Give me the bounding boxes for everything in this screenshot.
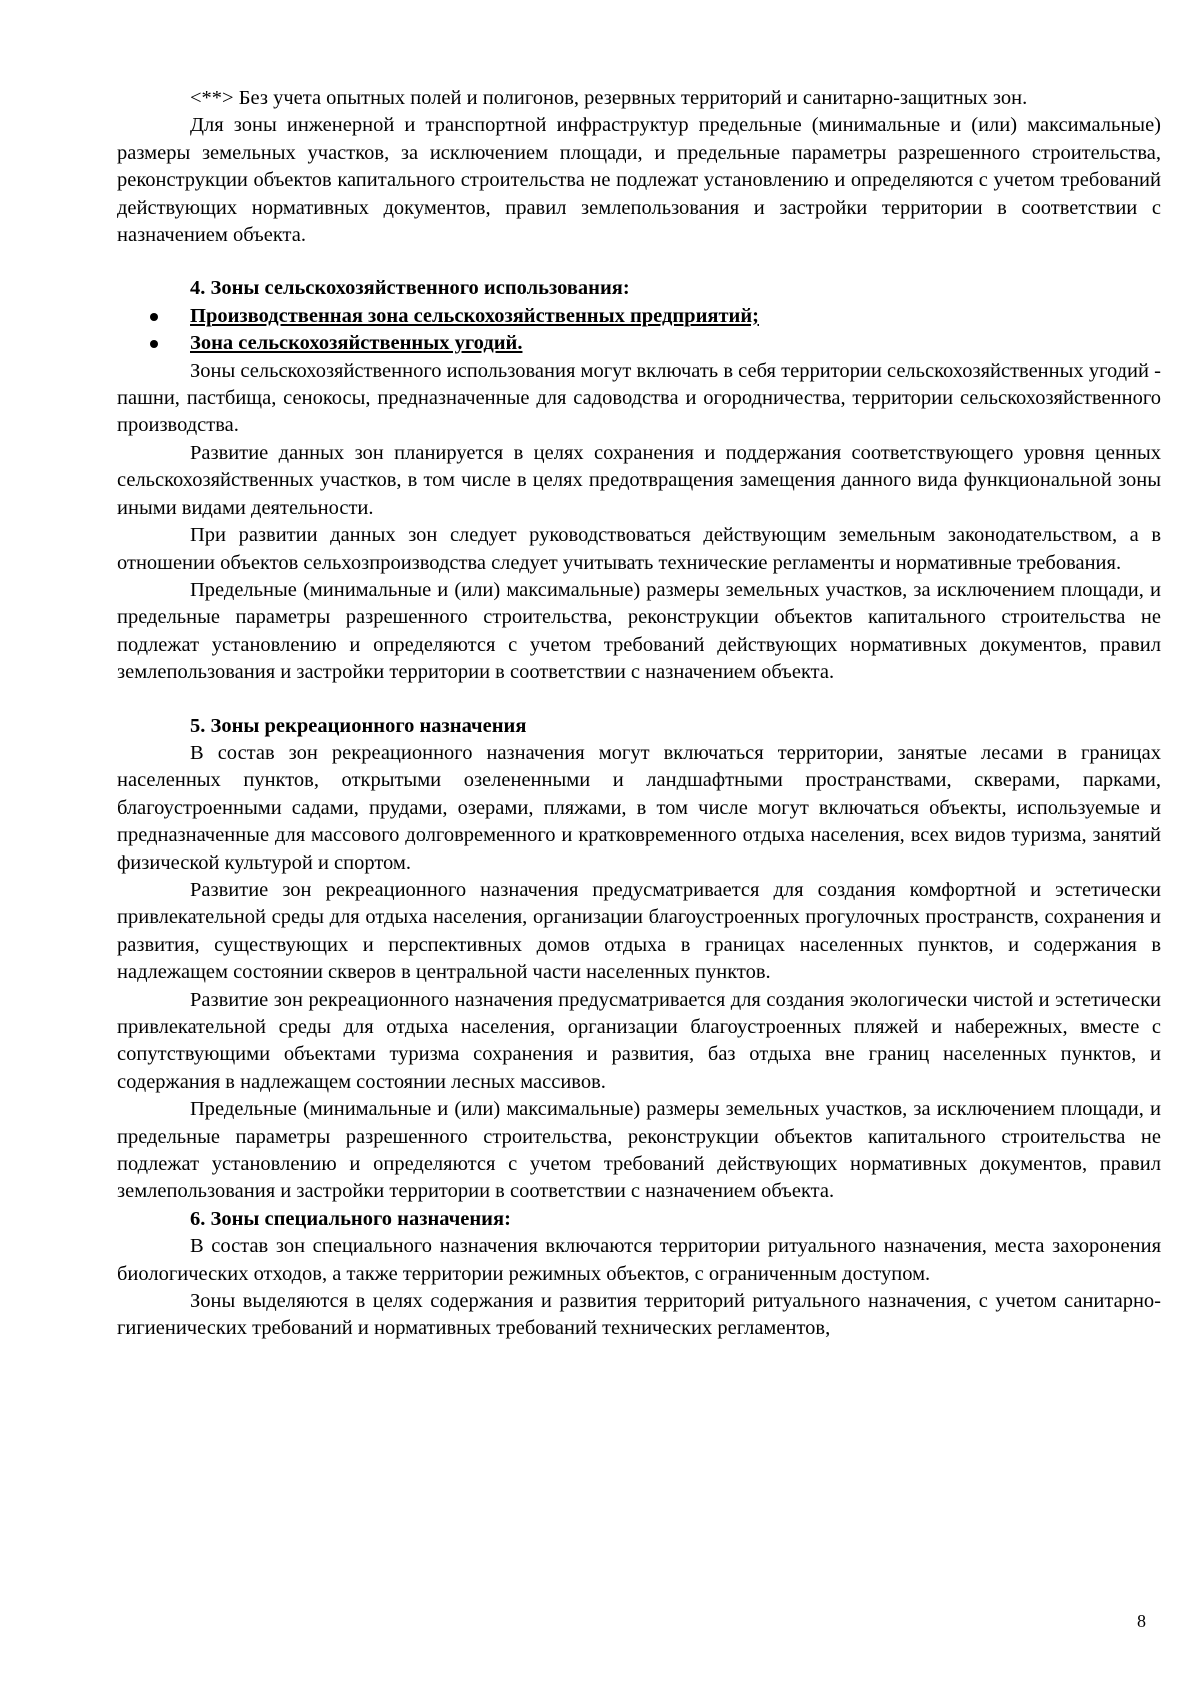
section-5-heading: 5. Зоны рекреационного назначения [190, 714, 527, 737]
spacer [117, 249, 1161, 275]
infrastructure-paragraph: Для зоны инженерной и транспортной инфраструктур предельные (минимальные и (или) максимальные) размеры земельных участков, за исключением площади, и предельные параметры разрешенного строительства, реконструкции объектов капитального строительства не подлежат установлению и определяются с учетом требований действующих нормативных документов, правил землепользования и застройки территории в соответствии с назначением объекта. [117, 114, 1161, 247]
section-4-bullet-list [117, 303, 1161, 358]
section-4-heading: 4. Зоны сельскохозяйственного использования: [190, 277, 630, 300]
bullet-item [117, 303, 1161, 330]
section-4-paragraph: Зоны сельскохозяйственного использования могут включать в себя территории сельскохозяйственных угодий - пашни, пастбища, сенокосы, предназначенные для садоводства и огородничества, территории сельскохозяйственного производства. [117, 359, 1161, 437]
document-body [117, 85, 1161, 1343]
bullet-dot-icon [150, 313, 158, 321]
section-6-paragraph: Зоны выделяются в целях содержания и развития территорий ритуального назначения, с учетом санитарно-гигиенических требований и нормативных требований технических регламентов, [117, 1290, 1161, 1340]
section-6-heading: 6. Зоны специального назначения: [190, 1207, 511, 1230]
section-4-paragraph: Развитие данных зон планируется в целях сохранения и поддержания соответствующего уровня ценных сельскохозяйственных участков, в том числе в целях предотвращения замещения данного вида функциональной зоны иными видами деятельности. [117, 441, 1161, 519]
page-number: 8 [1137, 1611, 1146, 1631]
bullet-text: Производственная зона сельскохозяйственных предприятий; [190, 304, 760, 327]
section-4-paragraph: Предельные (минимальные и (или) максимальные) размеры земельных участков, за исключением площади, и предельные параметры разрешенного строительства, реконструкции объектов капитального строительства не подлежат установлению и определяются с учетом требований действующих нормативных документов, правил землепользования и застройки территории в соответствии с назначением объекта. [117, 578, 1161, 684]
section-5-paragraph: Развитие зон рекреационного назначения предусматривается для создания комфортной и эстетически привлекательной среды для отдыха населения, организации благоустроенных прогулочных пространств, сохранения и развития, существующих и перспективных домов отдыха в границах населенных пунктов, и содержания в надлежащем состоянии скверов в центральной части населенных пунктов. [117, 878, 1161, 984]
spacer [117, 687, 1161, 713]
section-5-paragraph: Предельные (минимальные и (или) максимальные) размеры земельных участков, за исключением площади, и предельные параметры разрешенного строительства, реконструкции объектов капитального строительства не подлежат установлению и определяются с учетом требований действующих нормативных документов, правил землепользования и застройки территории в соответствии с назначением объекта. [117, 1098, 1161, 1203]
bullet-item [117, 330, 1161, 357]
section-5-paragraph: В состав зон рекреационного назначения могут включаться территории, занятые лесами в границах населенных пунктов, открытыми озелененными и ландшафтными пространствами, скверами, парками, благоустроенными садами, прудами, озерами, пляжами, в том числе могут включаться объекты, используемые и предназначенные для массового долговременного и кратковременного отдыха населения, всех видов туризма, занятий физической культурой и спортом. [117, 741, 1161, 874]
section-4-paragraph: При развитии данных зон следует руководствоваться действующим земельным законодательством, а в отношении объектов сельхозпроизводства следует учитывать технические регламенты и нормативные требования. [117, 524, 1161, 574]
footnote-paragraph: <**> Без учета опытных полей и полигонов, резервных территорий и санитарно-защитных зон. [190, 87, 1028, 109]
bullet-text: Зона сельскохозяйственных угодий. [190, 332, 523, 355]
section-5-paragraph: Развитие зон рекреационного назначения предусматривается для создания экологически чистой и эстетически привлекательной среды для отдыха населения, организации благоустроенных пляжей и набережных, вместе с сопутствующими объектами туризма сохранения и развития, баз отдыха вне границ населенных пунктов, и содержания в надлежащем состоянии лесных массивов. [117, 988, 1161, 1093]
section-6-paragraph: В состав зон специального назначения включаются территории ритуального назначения, места захоронения биологических отходов, а также территории режимных объектов, с ограниченным доступом. [117, 1235, 1161, 1285]
bullet-dot-icon [150, 340, 158, 348]
